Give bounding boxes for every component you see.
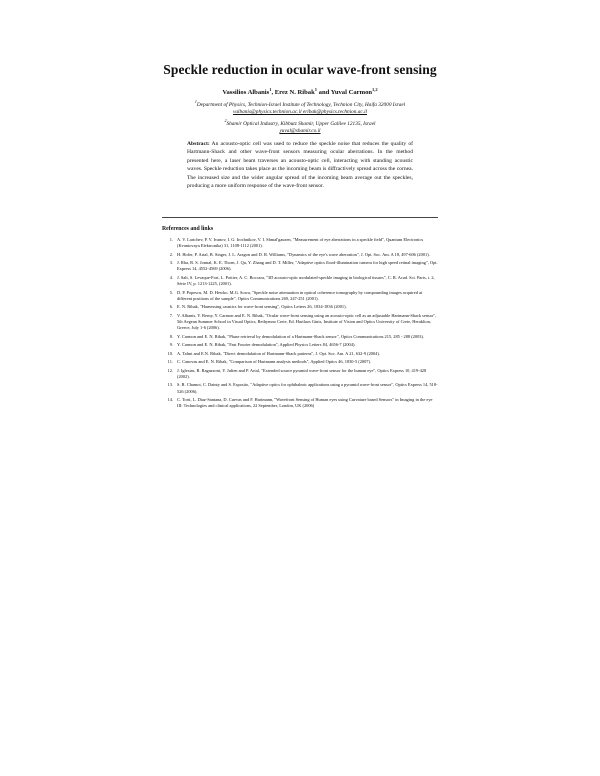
reference-number: 10. [167,350,173,356]
affiliation-text: Department of Physics, Technion-Israel Institute of Technology, Technion City, Haifa 32000 Israel [196,101,406,108]
reference-number: 6. [169,304,173,310]
affiliation-text: Shamir Optical Industry, Kibbutz Shamir, Upper Galilee 12135, Israel [226,120,376,127]
reference-number: 11. [167,359,173,365]
reference-item [162,334,438,340]
reference-text: E. N. Ribak, "Harnessing caustics for wave-front sensing", Optics Letters 26, 1834-1836 (2001). [177,304,347,310]
reference-text: J. Salt, S. Levaque-Fort, L. Pottier, A. C. Boccara, "3D acousto-optic modulated-speckle imaging in biological tissues", C. R. Acad. Sci. Paris, t. 2, Série IV, p. 1213-1225, (2001). [177,274,435,287]
reference-text: D. P. Popescu, M. D. Hewko, M.G. Sowa, "Speckle noise attenuation in optical coherence tomography by compounding images acquired at different positions of the sample", Optics Communications 269, 247-251 (2001). [177,289,423,301]
abstract-label: Abstract: [187,141,210,147]
abstract-text: An acousto-optic cell was used to reduce the speckle noise that reduces the quality of Hartmann-Shack and other wave-front sensors measuring ocular aberrations. In the method presented here, a laser beam traverses an acousto-optic cell, interacting with standing acoustic waves. Speckle reduction takes place as the incoming beam is diffractively spread across the cornea. The increased size and the wider angular spread of the incoming beam average out the speckles, producing a more uniform response of the wave-front sensor. [187,141,413,190]
affiliation-2 [0,117,600,135]
affiliation-emails[interactable]: yuval@shamir.co.il [279,127,321,134]
author-sup: 1 [269,87,272,92]
reference-item [162,368,438,380]
reference-item [162,304,438,310]
reference-number: 12. [167,367,173,373]
reference-item [162,252,438,258]
reference-text: J. Iglesias, R. Ragazzoni, Y. Julien and P. Artal, "Extended source pyramid wave-front sensor for the human eye", Optics Express 10, 419-428 (2002). [177,367,427,379]
author-sup: 1,2 [372,87,378,92]
reference-text: H. Hofer, P. Artal, B. Singer, J. L. Aragon and D. R. Williams, "Dynamics of the eye's wave aberration", J. Opt. Soc. Am. A 18, 497-606 (2001). [177,251,430,257]
affiliation-sup: 2 [224,118,227,123]
reference-text: V. Albanis, Y. Berny, Y. Carmon and E. N. Ribak, "Ocular wave-front sensing using an acousto-optic cell as an adjustable Hartmann-Shack sensor", 5th Aegean Summer School in Visual Optics, Rethymno Crete, Ed. Harilaos Ginis, Institute of Vision and Optics University of Crete, Heraklion, Greece, July 1-6 (2006). [177,312,437,331]
reference-number: 4. [169,274,173,280]
author-name: Erez N. Ribak [274,89,315,97]
reference-text: A. V. Larichev, P. V. Ivanov, I. G. Irochnikov, V. I. Shmal'gauzen, "Measurement of eye aberrations in a speckle field", Quantum Electronics (Kvantovaya Elektronika) 31, 1108-1112 (2001). [177,237,424,249]
reference-number: 8. [169,333,173,339]
author-name: Yuval Carmon [330,89,373,97]
affiliation-emails[interactable]: valbanis@physics.technion.ac.il eribak@physics.technion.ac.il [232,108,368,115]
abstract [187,140,413,190]
reference-text: C. Canovas and E. N. Ribak, "Comparison of Hartmann analysis methods", Applied Optics 46, 1830-5 (2007). [177,359,372,365]
reference-item [162,237,438,249]
reference-item [162,313,438,332]
reference-number: 9. [169,342,173,348]
reference-number: 7. [169,312,173,318]
reference-number: 5. [169,289,173,295]
reference-number: 13. [167,382,173,388]
author-name: Vassilios Albanis [222,89,270,97]
reference-item [162,260,438,272]
reference-text: C. Torti, L. Diaz-Santana, D. Cuevas and F. Hartmann, "Wavefront Sensing of Human eyes using Curvature based Sensors" in Imaging in the eye III: Technologies and clinical applications, 22 September, London, UK (2006) [177,397,433,409]
reference-item [162,359,438,365]
reference-list [162,237,438,412]
reference-item [162,275,438,287]
author-sup: 1 [314,87,317,92]
reference-item [162,351,438,357]
affiliation-sup: 1 [194,99,197,104]
affiliation-1 [0,98,600,116]
reference-item [162,342,438,348]
section-divider [162,217,438,218]
reference-text: Y. Carmon and E. N. Ribak, "Phase retrieval by demodulation of a Hartmann-Shack sensor", Optics Communications 215, 285 - 288 (2003). [177,333,425,339]
reference-text: J. Rha, R. S. Jonnal, K. E. Thorn, J. Qu, Y. Zhang and D. T. Miller, "Adaptive optics flood-illumination camera for high speed retinal imaging", Opt. Express 14, 4552-4569 (2006). [177,260,438,272]
reference-number: 3. [169,260,173,266]
references-heading: References and links [162,226,214,232]
reference-number: 14. [167,397,173,403]
reference-text: A. Talmi and E.N. Ribak, "Direct demodulation of Hartmann-Shack patterns", J. Opt. Soc. Am. A 21, 632-9 (2004). [177,350,380,356]
paper-title: Speckle reduction in ocular wave-front sensing [163,62,437,77]
reference-item [162,397,438,409]
author-list: Vassilios Albanis$^1$, Erez N. Ribak$^1$ and Yuval Carmon$^{1,2}$ [222,87,378,97]
reference-item [162,290,438,302]
reference-text: S. R. Chamot, C. Dainty and S. Esposito, "Adaptive optics for ophthalmic applications using a pyramid wave-front sensor", Optics Express 14, 518-526 (2006). [177,382,438,394]
reference-text: Y. Carmon and E. N. Ribak, "Fast Fourier demodulation", Applied Physics Letters 84, 4656-7 (2004). [177,342,356,348]
reference-item [162,382,438,394]
reference-number: 2. [169,251,173,257]
reference-number: 1. [169,237,173,242]
